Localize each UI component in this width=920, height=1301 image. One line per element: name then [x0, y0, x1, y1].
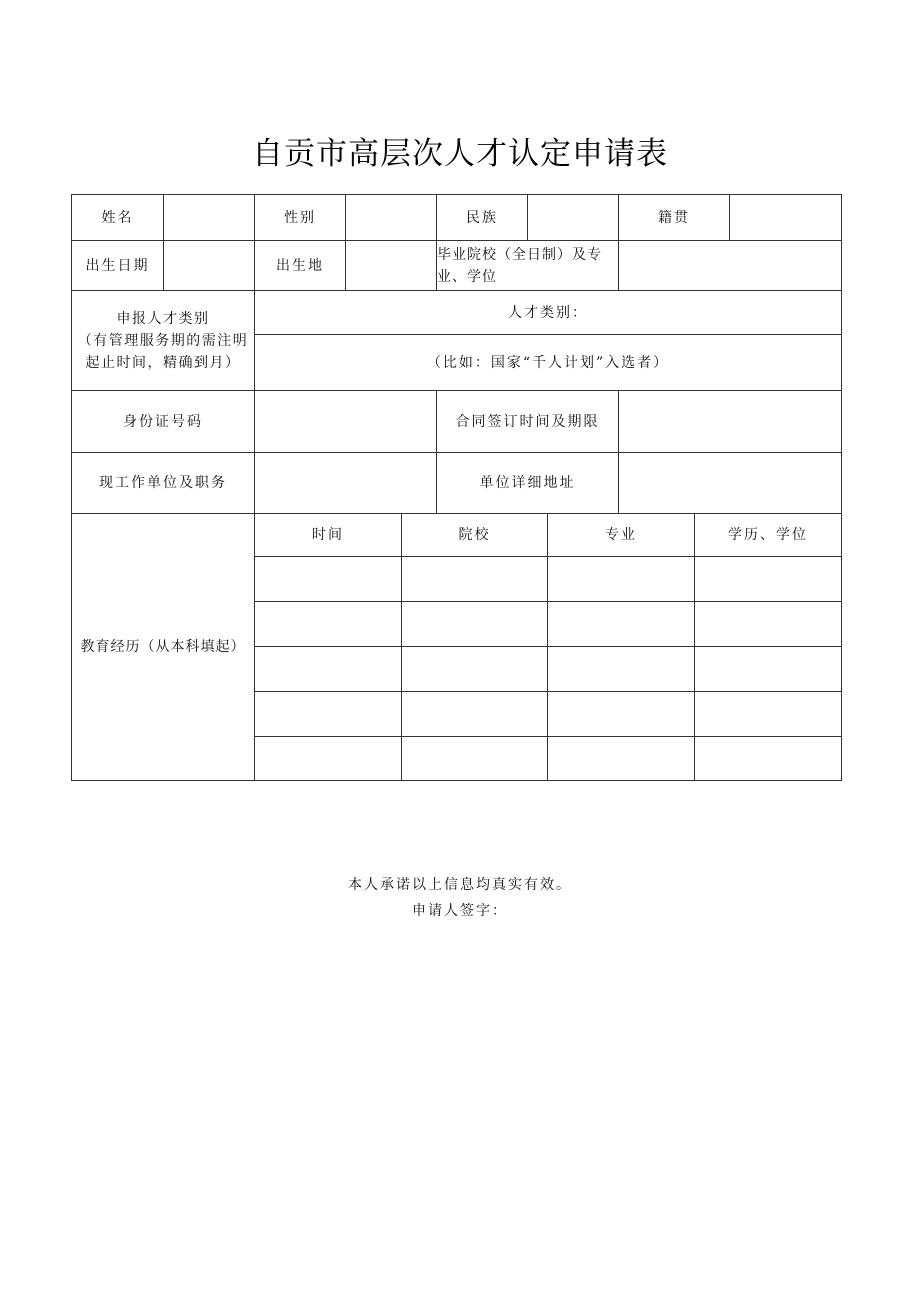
- talent-category-label-line1: 申报人才类别: [116, 310, 210, 327]
- talent-category-label-line2: （有管理服务期的需注明: [77, 332, 249, 349]
- native-place-field[interactable]: [730, 195, 841, 240]
- edu-row-3[interactable]: [255, 647, 841, 691]
- graduation-label: 毕业院校（全日制）及专业、学位: [437, 246, 602, 285]
- unit-address-label: 单位详细地址: [479, 475, 576, 491]
- work-unit-label: 现工作单位及职务: [99, 475, 227, 491]
- name-field[interactable]: [164, 195, 254, 240]
- birth-date-field[interactable]: [164, 241, 254, 290]
- talent-category-field[interactable]: 人才类别：: [508, 304, 588, 321]
- talent-category-example: （比如：国家“千人计划”入选者）: [426, 354, 670, 371]
- name-label: 姓名: [101, 209, 134, 226]
- work-unit-field[interactable]: [255, 453, 436, 513]
- native-place-label: 籍贯: [658, 209, 690, 226]
- edu-row-4[interactable]: [255, 692, 841, 736]
- pledge-statement: 本人承诺以上信息均真实有效。: [348, 877, 572, 893]
- id-number-label: 身份证号码: [123, 413, 203, 430]
- edu-row-5[interactable]: [255, 737, 841, 780]
- edu-row-2[interactable]: [255, 602, 841, 646]
- education-label: 教育经历（从本科填起）: [80, 639, 246, 655]
- graduation-field[interactable]: [619, 241, 841, 290]
- contract-field[interactable]: [619, 391, 841, 452]
- talent-category-label: [72, 291, 254, 390]
- birth-place-field[interactable]: [346, 241, 436, 290]
- edu-row-1[interactable]: [255, 557, 841, 601]
- birth-place-label: 出生地: [276, 257, 324, 274]
- edu-header-major: 专业: [605, 527, 637, 543]
- edu-header-time: 时间: [312, 527, 344, 543]
- ethnicity-field[interactable]: [528, 195, 618, 240]
- gender-label: 性别: [284, 209, 316, 226]
- ethnicity-label: 民族: [466, 209, 498, 226]
- contract-label: 合同签订时间及期限: [455, 413, 600, 430]
- form-title: 自贡市高层次人才认定申请表: [252, 136, 668, 172]
- birth-date-label: 出生日期: [85, 257, 150, 274]
- talent-category-label-line3: 起止时间，精确到月）: [85, 354, 241, 371]
- signature-label: 申请人签字：: [412, 903, 508, 919]
- edu-header-school: 院校: [458, 527, 491, 543]
- id-number-field[interactable]: [255, 391, 436, 452]
- gender-field[interactable]: [346, 195, 436, 240]
- application-form: [71, 194, 842, 781]
- edu-header-degree: 学历、学位: [728, 527, 808, 543]
- unit-address-field[interactable]: [619, 453, 841, 513]
